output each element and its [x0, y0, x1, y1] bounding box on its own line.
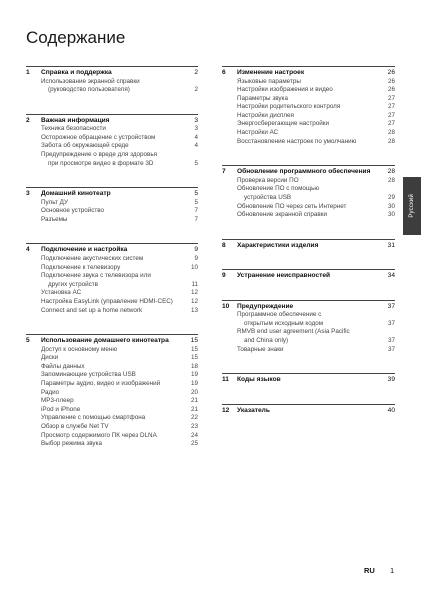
- toc-entry-page: 28: [387, 176, 395, 184]
- toc-entry-text: Обновление экранной справки: [237, 211, 327, 219]
- toc-entry-text: Использование экранной справки: [41, 77, 140, 85]
- toc-entry-text: Управление с помощью смартфона: [41, 414, 146, 422]
- footer-language-code: RU: [364, 566, 375, 575]
- toc-entry-page: 27: [387, 120, 395, 128]
- toc-entry-text: Параметры аудио, видео и изображений: [41, 379, 161, 387]
- toc-entry-text: Доступ к основному меню: [41, 345, 118, 353]
- toc-entry-page: 30: [387, 211, 395, 219]
- toc-entry-page: 15: [190, 345, 198, 353]
- toc-entry-text: MP3-плеер: [41, 397, 74, 405]
- toc-section-heading[interactable]: [222, 168, 395, 177]
- toc-section-heading[interactable]: [26, 337, 198, 346]
- toc-entry-text: Языковые параметры: [237, 77, 301, 85]
- toc-section-page: 40: [387, 406, 395, 414]
- toc-entry-page: 7: [194, 215, 198, 223]
- toc-section-page: 2: [194, 69, 198, 76]
- toc-section-page: 26: [387, 69, 395, 76]
- toc-entry[interactable]: [26, 216, 198, 225]
- toc-entry-text: Файлы данных: [41, 362, 85, 370]
- toc-entry[interactable]: [222, 185, 395, 194]
- toc-entry-page: 27: [387, 103, 395, 111]
- toc-entry-text: Обзор в службе Net TV: [41, 422, 109, 430]
- toc-section: [222, 300, 395, 354]
- toc-section: [222, 66, 395, 146]
- toc-entry-text: Радио: [41, 388, 60, 396]
- toc-entry-page: 21: [190, 405, 198, 413]
- toc-entry[interactable]: [26, 414, 198, 423]
- toc-section-number: 12: [222, 406, 230, 414]
- toc-section-page: 15: [190, 337, 198, 345]
- toc-section: [26, 66, 198, 95]
- toc-entry-page: 9: [194, 254, 198, 262]
- toc-section: [222, 239, 395, 251]
- toc-entry-text: Восстановление настроек по умолчанию: [237, 137, 357, 145]
- toc-entry[interactable]: [26, 298, 198, 307]
- toc-section-title: Характеристики изделия: [237, 241, 319, 249]
- toc-section-heading[interactable]: [26, 190, 198, 199]
- toc-entry-text: Настройки изображения и видео: [237, 86, 333, 94]
- toc-entry-text: при просмотре видео в формате 3D: [48, 159, 154, 167]
- toc-entry-page: 4: [194, 133, 198, 141]
- toc-section: [222, 165, 395, 219]
- toc-entry-text: Осторожное обращение с устройством: [41, 133, 156, 141]
- toc-entry[interactable]: [26, 371, 198, 380]
- toc-column-right: [222, 66, 395, 415]
- toc-entry-page: 15: [190, 354, 198, 362]
- language-side-tab: [403, 177, 421, 235]
- toc-section-number: 2: [26, 116, 30, 124]
- toc-section-number: 4: [26, 246, 30, 254]
- toc-entry-page: 11: [191, 280, 198, 288]
- toc-section-number: 11: [222, 376, 229, 384]
- toc-entry-page: 5: [194, 198, 198, 206]
- toc-section-title: Домашний кинотеатр: [41, 190, 111, 198]
- toc-entry-page: 3: [194, 125, 198, 133]
- toc-entry-text: Программное обеспечение с: [237, 311, 322, 319]
- toc-entry[interactable]: [26, 307, 198, 316]
- toc-entry-text: Проверка версии ПО: [237, 176, 299, 184]
- toc-entry-text: других устройств: [48, 280, 98, 288]
- toc-section-heading[interactable]: [222, 242, 395, 251]
- toc-section-heading[interactable]: [222, 303, 395, 312]
- toc-section-title: Подключение и настройка: [41, 246, 128, 254]
- toc-entry-text: Энергосберегающие настройки: [237, 120, 329, 128]
- toc-entry[interactable]: [26, 207, 198, 216]
- toc-section-title: Предупреждение: [237, 302, 294, 310]
- toc-section-page: 3: [194, 116, 198, 124]
- toc-entry[interactable]: [222, 320, 395, 329]
- toc-entry[interactable]: [222, 211, 395, 220]
- toc-entry[interactable]: [26, 406, 198, 415]
- toc-column-left: [26, 66, 198, 449]
- toc-section-number: 8: [222, 241, 226, 249]
- toc-entry-text: устройства USB: [244, 193, 292, 201]
- toc-section-page: 31: [387, 241, 395, 249]
- toc-entry-text: (руководство пользователя): [48, 86, 130, 94]
- toc-section-title: Изменение настроек: [237, 69, 305, 76]
- toc-entry-text: Диски: [41, 354, 59, 362]
- toc-entry-text: Настройки АС: [237, 129, 279, 137]
- toc-entry[interactable]: [222, 194, 395, 203]
- toc-entry[interactable]: [222, 120, 395, 129]
- toc-entry[interactable]: [222, 203, 395, 212]
- toc-section-title: Коды языков: [237, 376, 281, 384]
- toc-entry[interactable]: [26, 142, 198, 151]
- toc-entry-text: Параметры звука: [237, 94, 288, 102]
- toc-section: [26, 187, 198, 224]
- toc-entry-page: 28: [387, 129, 395, 137]
- toc-entry[interactable]: [26, 86, 198, 95]
- toc-entry-page: [379, 328, 395, 337]
- toc-section: [26, 334, 198, 449]
- toc-entry-page: 37: [387, 319, 395, 327]
- toc-entry[interactable]: [26, 380, 198, 389]
- toc-entry[interactable]: [26, 346, 198, 355]
- toc-entry-page: [379, 185, 395, 194]
- toc-section-number: 9: [222, 272, 226, 280]
- toc-section-number: 6: [222, 69, 226, 76]
- toc-entry-text: RMVB end user agreement (Asia Pacific: [237, 328, 350, 336]
- toc-section-heading[interactable]: [222, 376, 395, 385]
- toc-entry-page: 37: [387, 345, 395, 353]
- toc-entry[interactable]: [222, 337, 395, 346]
- toc-entry[interactable]: [26, 440, 198, 449]
- toc-entry-page: 24: [190, 431, 198, 439]
- toc-entry[interactable]: [222, 129, 395, 138]
- toc-section-heading[interactable]: [222, 272, 395, 281]
- toc-entry-text: Забота об окружающей среде: [41, 142, 129, 150]
- toc-entry[interactable]: [26, 354, 198, 363]
- toc-entry-page: 23: [190, 422, 198, 430]
- toc-section-page: 9: [194, 246, 198, 254]
- toc-entry-text: Настройки дисплея: [237, 111, 294, 119]
- toc-entry-page: 29: [387, 193, 395, 201]
- toc-section-number: 1: [26, 69, 30, 76]
- toc-entry-text: iPod и iPhone: [41, 405, 81, 413]
- toc-entry[interactable]: [26, 423, 198, 432]
- toc-entry[interactable]: [26, 272, 198, 281]
- toc-entry[interactable]: [26, 160, 198, 169]
- toc-entry[interactable]: [26, 432, 198, 441]
- toc-entry-page: 37: [387, 337, 395, 344]
- toc-entry-page: [182, 78, 198, 87]
- language-side-tab-label: Русский: [409, 194, 415, 218]
- toc-entry[interactable]: [26, 125, 198, 134]
- toc-entry[interactable]: [26, 255, 198, 264]
- toc-entry-text: and China only): [244, 337, 289, 344]
- toc-entry-page: 2: [194, 86, 198, 94]
- toc-entry-text: открытым исходным кодом: [244, 319, 324, 327]
- toc-section-number: 10: [222, 302, 230, 310]
- toc-section-title: Обновление программного обеспечения: [237, 168, 371, 176]
- toc-entry-page: 12: [190, 289, 198, 297]
- toc-entry-page: 27: [387, 111, 395, 119]
- toc-entry-page: 27: [387, 94, 395, 102]
- toc-entry[interactable]: [222, 346, 395, 355]
- toc-entry-page: 5: [194, 159, 198, 167]
- toc-section: [222, 404, 395, 416]
- footer-page-number: 1: [390, 566, 395, 575]
- toc-section-heading[interactable]: [26, 117, 198, 126]
- toc-section-page: 5: [194, 190, 198, 198]
- toc-section: [26, 114, 198, 168]
- toc-entry-page: 21: [190, 397, 198, 405]
- toc-section: [26, 243, 198, 315]
- toc-entry-text: Разъемы: [41, 215, 68, 223]
- toc-section-number: 3: [26, 190, 30, 198]
- toc-entry[interactable]: [222, 78, 395, 87]
- toc-entry-text: Настройки родительского контроля: [237, 103, 341, 111]
- toc-entry-text: Товарные знаки: [237, 345, 284, 353]
- toc-section-number: 7: [222, 168, 226, 176]
- toc-entry-text: Запоминающие устройства USB: [41, 371, 136, 379]
- toc-section-title: Справка и поддержка: [41, 69, 112, 76]
- toc-entry[interactable]: [26, 151, 198, 160]
- toc-entry-text: Обновление ПО через сеть Интернет: [237, 202, 347, 210]
- toc-section-page: 28: [387, 168, 395, 176]
- toc-entry-text: Обновление ПО с помощью: [237, 185, 320, 193]
- toc-entry-page: 20: [190, 388, 198, 396]
- toc-entry-text: Установка АС: [41, 289, 82, 297]
- toc-entry[interactable]: [26, 389, 198, 398]
- toc-entry-page: 19: [190, 379, 198, 387]
- toc-entry-page: 7: [194, 207, 198, 215]
- toc-entry-page: 30: [387, 202, 395, 210]
- toc-entry-page: [182, 272, 198, 281]
- toc-entry-page: 18: [190, 362, 198, 370]
- toc-entry[interactable]: [222, 311, 395, 320]
- toc-entry-text: Настройка EasyLink (управление HDMI-CEC): [41, 297, 173, 305]
- toc-entry[interactable]: [222, 103, 395, 112]
- toc-entry-page: [379, 311, 395, 320]
- toc-entry[interactable]: [26, 264, 198, 273]
- toc-entry-page: 22: [190, 414, 198, 422]
- toc-entry-text: Основное устройство: [41, 207, 105, 215]
- toc-entry-text: Пульт ДУ: [41, 198, 68, 206]
- page-title: Содержание: [26, 28, 126, 47]
- toc-entry-text: Просмотр содержимого ПК через DLNA: [41, 431, 157, 439]
- toc-entry-page: 10: [190, 263, 198, 271]
- toc-entry-page: 4: [194, 142, 198, 150]
- toc-section-heading[interactable]: [222, 407, 395, 416]
- toc-section-title: Важная информация: [41, 116, 110, 124]
- toc-entry[interactable]: [222, 328, 395, 337]
- toc-entry-page: 28: [387, 137, 395, 145]
- toc-section-title: Указатель: [237, 406, 270, 414]
- toc-entry-text: Предупреждение о вреде для здоровья: [41, 150, 158, 158]
- toc-entry-text: Техника безопасности: [41, 125, 106, 133]
- toc-section-heading[interactable]: [222, 69, 395, 78]
- toc-entry-page: 19: [190, 371, 198, 379]
- toc-entry[interactable]: [222, 95, 395, 104]
- toc-section-page: 39: [387, 376, 395, 384]
- toc-entry-text: Выбор режима звука: [41, 440, 102, 448]
- toc-section-page: 37: [387, 302, 395, 310]
- toc-entry[interactable]: [26, 78, 198, 87]
- toc-section: [222, 269, 395, 281]
- toc-entry-text: Подключение звука с телевизора или: [41, 272, 151, 280]
- toc-entry-text: Подключение к телевизору: [41, 263, 121, 271]
- toc-entry-page: 12: [190, 297, 198, 305]
- toc-section-page: 34: [387, 272, 395, 280]
- toc-entry-text: Connect and set up a home network: [41, 306, 143, 314]
- toc-entry[interactable]: [26, 281, 198, 290]
- toc-section-title: Использование домашнего кинотеатра: [41, 337, 169, 345]
- toc-entry[interactable]: [26, 289, 198, 298]
- toc-entry-page: 26: [387, 77, 395, 85]
- toc-entry-page: [182, 151, 198, 160]
- toc-entry-text: Подключение акустических систем: [41, 254, 144, 262]
- toc-section-title: Устранение неисправностей: [237, 272, 331, 280]
- toc-section: [222, 373, 395, 385]
- toc-entry-page: 25: [190, 440, 198, 448]
- toc-entry-page: 13: [190, 306, 198, 314]
- toc-entry[interactable]: [26, 397, 198, 406]
- toc-entry-page: 26: [387, 86, 395, 94]
- toc-section-heading[interactable]: [26, 246, 198, 255]
- toc-section-number: 5: [26, 337, 30, 345]
- toc-entry[interactable]: [222, 138, 395, 147]
- toc-entry[interactable]: [26, 199, 198, 208]
- toc-section-heading[interactable]: [26, 69, 198, 78]
- toc-entry[interactable]: [222, 86, 395, 95]
